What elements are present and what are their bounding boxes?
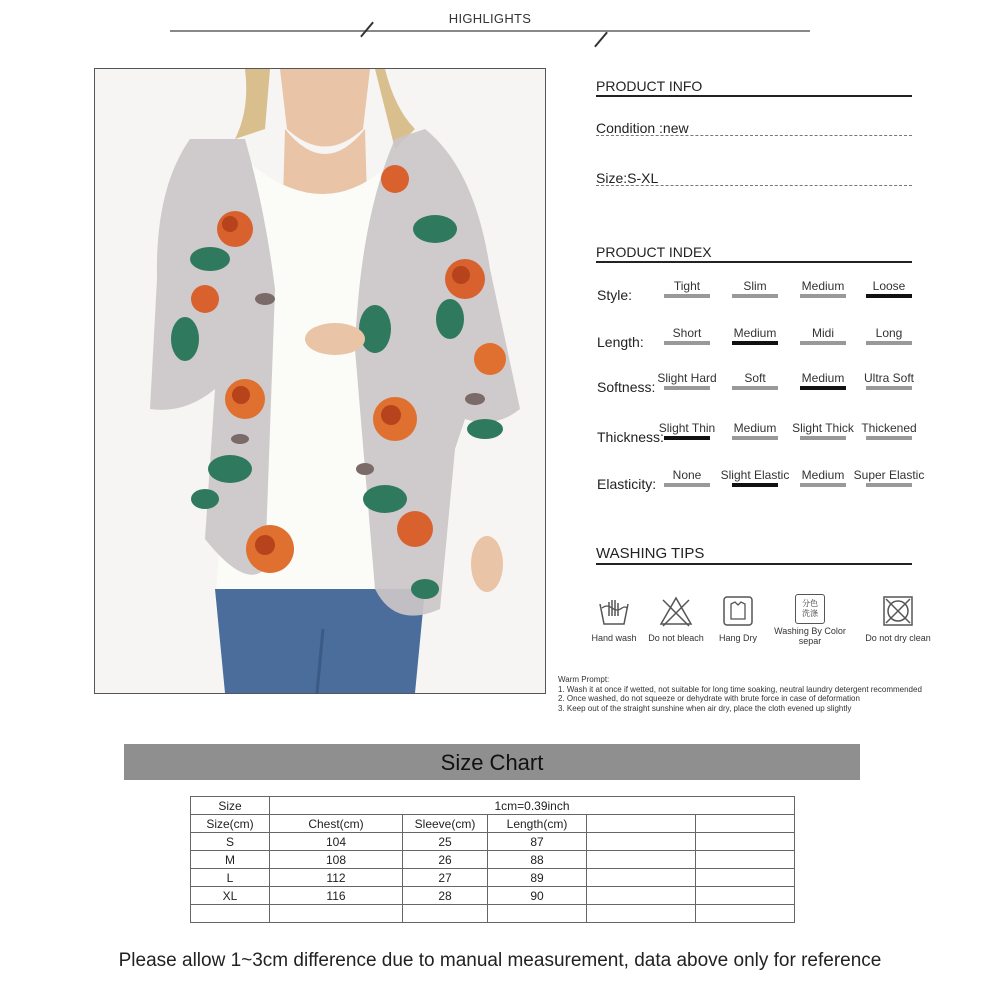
table-cell: 108 bbox=[270, 851, 403, 869]
table-row bbox=[191, 869, 795, 887]
index-row-label: Thickness: bbox=[597, 429, 664, 445]
size-chart-title: Size Chart bbox=[440, 750, 544, 775]
index-bar bbox=[664, 386, 710, 390]
index-option: Slight Thin bbox=[658, 421, 716, 435]
washing-tips-title: WASHING TIPS bbox=[596, 545, 705, 562]
product-info-rule bbox=[596, 95, 912, 97]
no-dry-clean-icon bbox=[881, 594, 915, 628]
warm-prompt-line: 3. Keep out of the straight sunshine when air dry, place the cloth evened up slightly bbox=[558, 703, 852, 713]
no-bleach-label: Do not bleach bbox=[648, 633, 704, 643]
index-row-label: Elasticity: bbox=[597, 476, 657, 492]
table-cell bbox=[403, 905, 488, 923]
hang-dry-label: Hang Dry bbox=[718, 633, 757, 643]
table-cell bbox=[696, 887, 795, 905]
table-cell bbox=[488, 905, 587, 923]
table-header: Chest(cm) bbox=[270, 815, 403, 833]
wash-item-dryclean bbox=[850, 594, 946, 643]
warm-prompt-title: Warm Prompt: bbox=[558, 675, 610, 684]
product-index-title: PRODUCT INDEX bbox=[596, 244, 712, 260]
table-cell bbox=[587, 869, 696, 887]
table-cell: Size bbox=[191, 797, 270, 815]
header-slash-right bbox=[594, 32, 608, 48]
index-bar bbox=[866, 483, 912, 487]
index-option: Slight Elastic bbox=[720, 468, 790, 482]
index-option: Long bbox=[875, 326, 903, 340]
index-bar-selected bbox=[866, 294, 912, 298]
kimono-illustration bbox=[95, 69, 545, 693]
index-bar bbox=[664, 294, 710, 298]
index-option: Medium bbox=[801, 279, 845, 293]
index-bar-selected bbox=[732, 341, 778, 345]
index-bar bbox=[732, 436, 778, 440]
index-option: Medium bbox=[733, 421, 777, 435]
table-cell: 88 bbox=[488, 851, 587, 869]
index-bar bbox=[866, 341, 912, 345]
index-bar bbox=[800, 436, 846, 440]
index-option: Short bbox=[672, 326, 702, 340]
index-bar bbox=[800, 341, 846, 345]
table-row bbox=[191, 905, 795, 923]
table-cell: 1cm=0.39inch bbox=[270, 797, 795, 815]
index-option: Medium bbox=[801, 468, 845, 482]
index-option: None bbox=[672, 468, 702, 482]
table-cell: 104 bbox=[270, 833, 403, 851]
hand-wash-label: Hand wash bbox=[591, 633, 637, 643]
index-option: Super Elastic bbox=[853, 468, 925, 482]
table-row bbox=[191, 851, 795, 869]
index-row-label: Length: bbox=[597, 334, 644, 350]
index-bar bbox=[664, 483, 710, 487]
size-range-text: Size:S-XL bbox=[596, 170, 659, 186]
index-bar bbox=[664, 341, 710, 345]
table-cell bbox=[587, 851, 696, 869]
index-bar bbox=[732, 294, 778, 298]
index-bar bbox=[732, 386, 778, 390]
index-bar bbox=[800, 483, 846, 487]
no-dry-clean-label: Do not dry clean bbox=[865, 633, 931, 643]
header-title: HIGHLIGHTS bbox=[448, 11, 532, 26]
warm-prompt bbox=[558, 675, 988, 713]
table-cell: 112 bbox=[270, 869, 403, 887]
index-option: Loose bbox=[872, 279, 906, 293]
table-cell: S bbox=[191, 833, 270, 851]
index-row-label: Style: bbox=[597, 287, 633, 303]
table-cell: L bbox=[191, 869, 270, 887]
wash-item-color bbox=[762, 594, 858, 646]
table-cell bbox=[696, 905, 795, 923]
index-option: Soft bbox=[744, 371, 766, 385]
measurement-note: Please allow 1~3cm difference due to manual measurement, data above only for reference bbox=[118, 950, 882, 971]
table-cell: 116 bbox=[270, 887, 403, 905]
index-bar-selected bbox=[664, 436, 710, 440]
table-cell: 87 bbox=[488, 833, 587, 851]
index-option: Slight Thick bbox=[792, 421, 854, 435]
table-row bbox=[191, 833, 795, 851]
index-bar bbox=[866, 386, 912, 390]
hand-wash-icon bbox=[597, 594, 631, 628]
color-separate-icon: 分色 洗涤 bbox=[795, 594, 825, 624]
index-option: Slight Hard bbox=[657, 371, 717, 385]
table-cell: 27 bbox=[403, 869, 488, 887]
index-option: Slim bbox=[743, 279, 767, 293]
table-cell: 28 bbox=[403, 887, 488, 905]
table-cell bbox=[696, 833, 795, 851]
index-option: Ultra Soft bbox=[863, 371, 914, 385]
table-cell: 25 bbox=[403, 833, 488, 851]
table-cell bbox=[587, 905, 696, 923]
condition-divider bbox=[596, 135, 912, 136]
color-separate-label: Washing By Color separ bbox=[774, 626, 846, 646]
table-cell: M bbox=[191, 851, 270, 869]
product-index-rule bbox=[596, 261, 912, 263]
table-header bbox=[587, 815, 696, 833]
no-bleach-icon bbox=[659, 594, 693, 628]
index-bar-selected bbox=[800, 386, 846, 390]
size-divider bbox=[596, 185, 912, 186]
condition-text: Condition :new bbox=[596, 120, 689, 136]
hang-dry-icon bbox=[721, 594, 755, 628]
index-option: Tight bbox=[673, 279, 701, 293]
table-cell: XL bbox=[191, 887, 270, 905]
table-header: Size(cm) bbox=[191, 815, 270, 833]
size-table bbox=[190, 796, 795, 923]
table-cell bbox=[587, 887, 696, 905]
table-cell bbox=[696, 869, 795, 887]
index-bar bbox=[800, 294, 846, 298]
warm-prompt-line: 2. Once washed, do not squeeze or dehydrate with brute force in case of deformation bbox=[558, 694, 860, 703]
table-row bbox=[191, 887, 795, 905]
index-option: Medium bbox=[801, 371, 845, 385]
index-option: Midi bbox=[811, 326, 834, 340]
warm-prompt-line: 1. Wash it at once if wetted, not suitable for long time soaking, neutral laundry detergent recommended bbox=[558, 684, 922, 694]
table-cell bbox=[270, 905, 403, 923]
table-cell bbox=[696, 851, 795, 869]
product-photo bbox=[94, 68, 546, 694]
index-bar bbox=[866, 436, 912, 440]
index-bar-selected bbox=[732, 483, 778, 487]
table-header: Sleeve(cm) bbox=[403, 815, 488, 833]
table-header: Length(cm) bbox=[488, 815, 587, 833]
index-row-label: Softness: bbox=[597, 379, 656, 395]
table-header-row bbox=[191, 815, 795, 833]
product-info-title: PRODUCT INFO bbox=[596, 78, 703, 94]
washing-tips-rule bbox=[596, 563, 912, 565]
table-row bbox=[191, 797, 795, 815]
table-cell bbox=[587, 833, 696, 851]
table-cell bbox=[191, 905, 270, 923]
index-option: Thickened bbox=[861, 421, 917, 435]
table-cell: 26 bbox=[403, 851, 488, 869]
table-cell: 90 bbox=[488, 887, 587, 905]
index-option: Medium bbox=[733, 326, 777, 340]
header-rule bbox=[170, 30, 810, 32]
table-cell: 89 bbox=[488, 869, 587, 887]
table-header bbox=[696, 815, 795, 833]
